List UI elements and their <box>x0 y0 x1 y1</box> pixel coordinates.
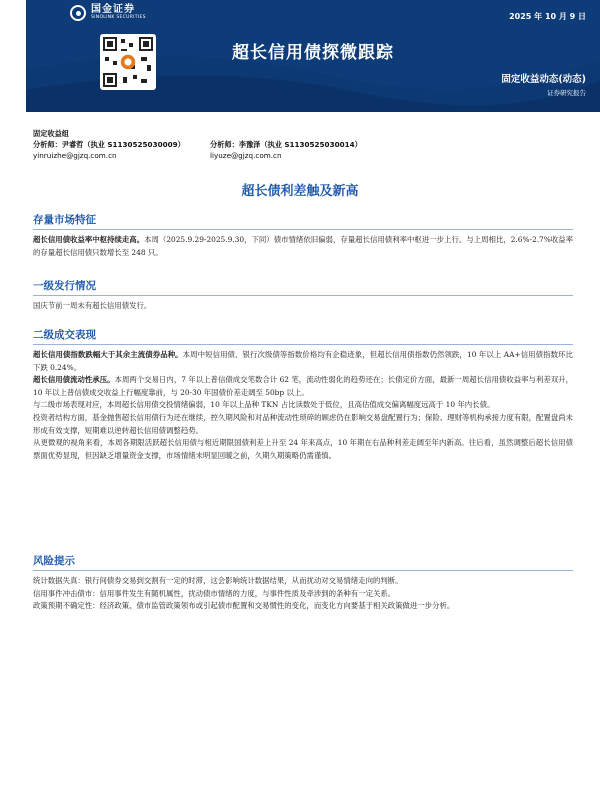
report-category: 证券研究报告 <box>547 89 586 97</box>
paragraph: 国庆节前一周未有超长信用债发行。 <box>33 301 152 310</box>
analyst-name: 分析师：李豫泽（执业 S1130525030014） <box>210 140 362 149</box>
analyst-group: 固定收益组 <box>33 129 69 138</box>
section-stock-market <box>33 212 573 259</box>
analyst-name: 分析师：尹睿哲（执业 S1130525030009） <box>33 140 185 149</box>
section-heading: 二级成交表现 <box>33 327 573 345</box>
company-logo <box>70 5 146 21</box>
paragraph: 信用事件冲击债市：信用事件发生有随机属性，扰动债市情绪的力度，与事件性质及牵涉到的条种有一定关系。 <box>33 588 396 598</box>
section-heading: 一级发行情况 <box>33 278 573 296</box>
paragraph: 从更微观的视角来看，本周各期限活跃超长信用债与相近期限国债利差上升至 24 年来高点，10 年期在右品种利差走阔至年内新高。往后看，虽然调整后超长信用债票面优势显现，但因缺乏增量资金支撑，市场情绪未明显回暖之前，久期久期策略仍需谨慎。 <box>33 438 573 460</box>
paragraph: 超长信用债指数跌幅大于其余主流债券品种。本周中短信用债、银行次级债等指数价格均有企稳迹象，但超长信用债指数仍然领跌，10 年以上 AA+信用债指数环比下跌 0.24%。 <box>33 350 573 372</box>
logo-icon <box>70 5 86 21</box>
paragraph: 投资者结构方面，基金抛售超长信用债行为还在继续，控久期风险和对品种流动性琐碎的顾虑仍在影响交易盘配置行为；保险、理财等机构承接力度有限，配置盘尚未形成有效支撑，短期难以逆转超长信用债调整趋势。 <box>33 412 573 435</box>
document-title: 超长债利差触及新高 <box>241 184 359 199</box>
paragraph: 与二级市场表现对应，本周超长信用债交投情绪偏弱，10 年以上品种 TKN 占比读数处于低位，且高估值成交偏离幅度远高于 10 年内长债。 <box>33 400 495 410</box>
report-series-title: 超长信用债探微跟踪 <box>232 43 394 63</box>
logo-name-en: SINOLINK SECURITIES <box>91 15 146 21</box>
section-heading: 存量市场特征 <box>33 212 573 230</box>
report-banner <box>26 0 600 112</box>
analyst-email: liyuze@gjzq.com.cn <box>210 151 282 160</box>
analyst-info <box>33 128 387 161</box>
section-heading: 风险提示 <box>33 553 573 571</box>
paragraph: 政策预期不确定性：经济政策、债市监管政策领布或引起债市配置和交易惯性的变化，而变化方向要基于相关政策做进一步分析。 <box>33 601 455 611</box>
report-date: 2025 年 10 月 9 日 <box>509 12 586 21</box>
report-type: 固定收益动态(动态) <box>501 74 586 85</box>
analyst-email: yinruizhe@gjzq.com.cn <box>33 151 117 160</box>
paragraph: 超长信用债收益率中枢持续走高。本周（2025.9.29-2025.9.30，下同）债市情绪依旧偏弱，存量超长信用债利率中枢进一步上行。与上周相比，2.6%-2.7%收益率的存量超长信用债只数增长至 248 只。 <box>33 235 573 257</box>
section-risk-warning <box>33 553 573 613</box>
logo-name-cn: 国金证券 <box>91 4 135 16</box>
paragraph: 超长信用债流动性承压。本周两个交易日内，7 年以上普信债成交笔数合计 62 笔，流动性弱化的趋势还在；长债定价方面，最新一周超长信用债收益率与利差双升，10 年以上普信债成交收益上行幅度靠前，与 20-30 年国债价差走阔至 50bp 以上。 <box>33 375 573 397</box>
paragraph: 统计数据失真：银行间债券交易到交割有一定的时滞，这会影响统计数据结果，从而扰动对交易情绪走向的判断。 <box>33 576 403 585</box>
section-secondary-trading <box>33 327 573 462</box>
section-primary-issuance <box>33 278 573 313</box>
